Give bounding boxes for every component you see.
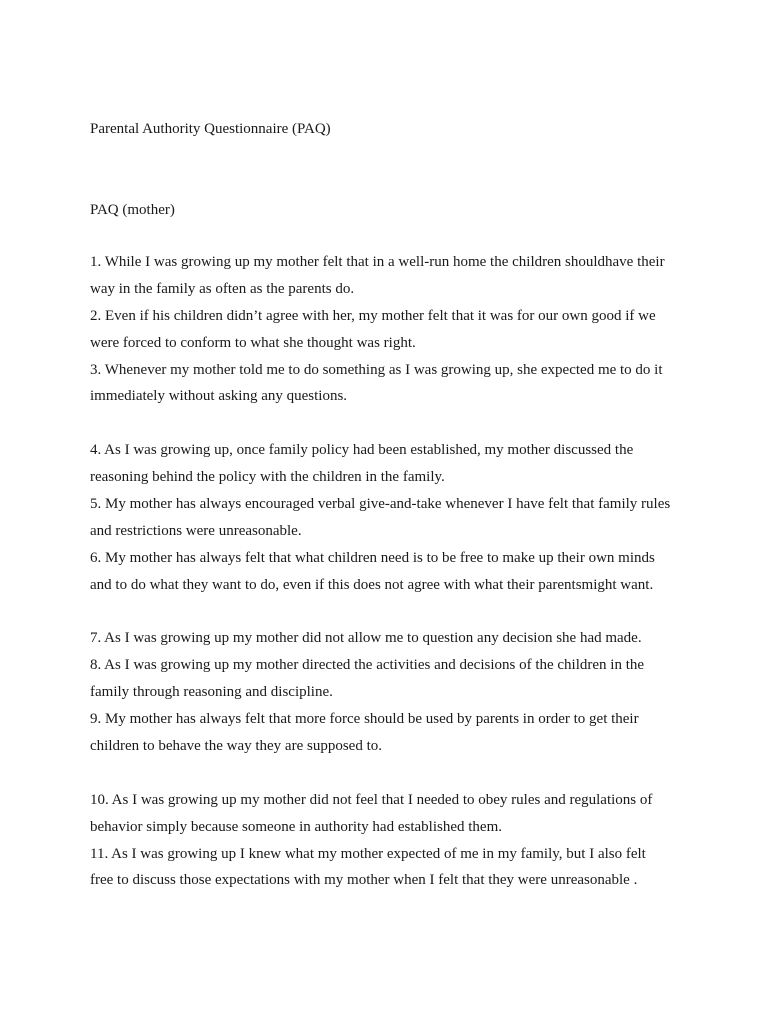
paragraph-gap bbox=[90, 760, 680, 787]
question-text-line: were forced to conform to what she thought was right. bbox=[90, 334, 416, 351]
question-text-line: children to behave the way they are supposed to. bbox=[90, 738, 382, 755]
question-item bbox=[90, 841, 680, 895]
question-text-line: immediately without asking any questions. bbox=[90, 388, 348, 405]
question-item bbox=[90, 437, 680, 491]
question-text-line: 10. As I was growing up my mother did not feel that I needed to obey rules and regulations of bbox=[90, 791, 653, 808]
question-item bbox=[90, 249, 680, 303]
question-item bbox=[90, 357, 680, 411]
question-text-line: 9. My mother has always felt that more force should be used by parents in order to get their bbox=[90, 711, 639, 728]
question-text-line: and restrictions were unreasonable. bbox=[90, 522, 302, 539]
question-item bbox=[90, 625, 680, 652]
questionnaire-items bbox=[90, 249, 680, 894]
section-heading: PAQ (mother) bbox=[90, 202, 175, 218]
question-text-line: free to discuss those expectations with my mother when I felt that they were unreasonable . bbox=[90, 872, 638, 889]
question-text-line: 2. Even if his children didn’t agree with her, my mother felt that it was for our own good if we bbox=[90, 307, 656, 324]
document-title: Parental Authority Questionnaire (PAQ) bbox=[90, 121, 331, 137]
question-item bbox=[90, 706, 680, 760]
question-text-line: 6. My mother has always felt that what children need is to be free to make up their own minds bbox=[90, 549, 655, 566]
question-text-line: 5. My mother has always encouraged verbal give-and-take whenever I have felt that family rules bbox=[90, 496, 671, 513]
question-text-line: way in the family as often as the parents do. bbox=[90, 280, 355, 297]
paragraph-gap bbox=[90, 410, 680, 437]
question-item bbox=[90, 652, 680, 706]
question-text-line: and to do what they want to do, even if this does not agree with what their parentsmight want. bbox=[90, 576, 654, 593]
question-text-line: behavior simply because someone in authority had established them. bbox=[90, 818, 502, 835]
question-text-line: 4. As I was growing up, once family policy had been established, my mother discussed the bbox=[90, 442, 634, 459]
question-text-line: 1. While I was growing up my mother felt that in a well-run home the children shouldhave their bbox=[90, 254, 665, 270]
question-text-line: 8. As I was growing up my mother directed the activities and decisions of the children in the bbox=[90, 657, 645, 674]
question-item bbox=[90, 491, 680, 545]
question-text-line: reasoning behind the policy with the children in the family. bbox=[90, 469, 445, 486]
paragraph-gap bbox=[90, 599, 680, 626]
question-text-line: 7. As I was growing up my mother did not allow me to question any decision she had made. bbox=[90, 630, 642, 647]
question-item bbox=[90, 545, 680, 599]
question-text-line: family through reasoning and discipline. bbox=[90, 684, 333, 701]
question-item bbox=[90, 303, 680, 357]
question-text-line: 3. Whenever my mother told me to do something as I was growing up, she expected me to do it bbox=[90, 361, 663, 378]
question-item bbox=[90, 787, 680, 841]
question-text-line: 11. As I was growing up I knew what my mother expected of me in my family, but I also felt bbox=[90, 845, 646, 862]
